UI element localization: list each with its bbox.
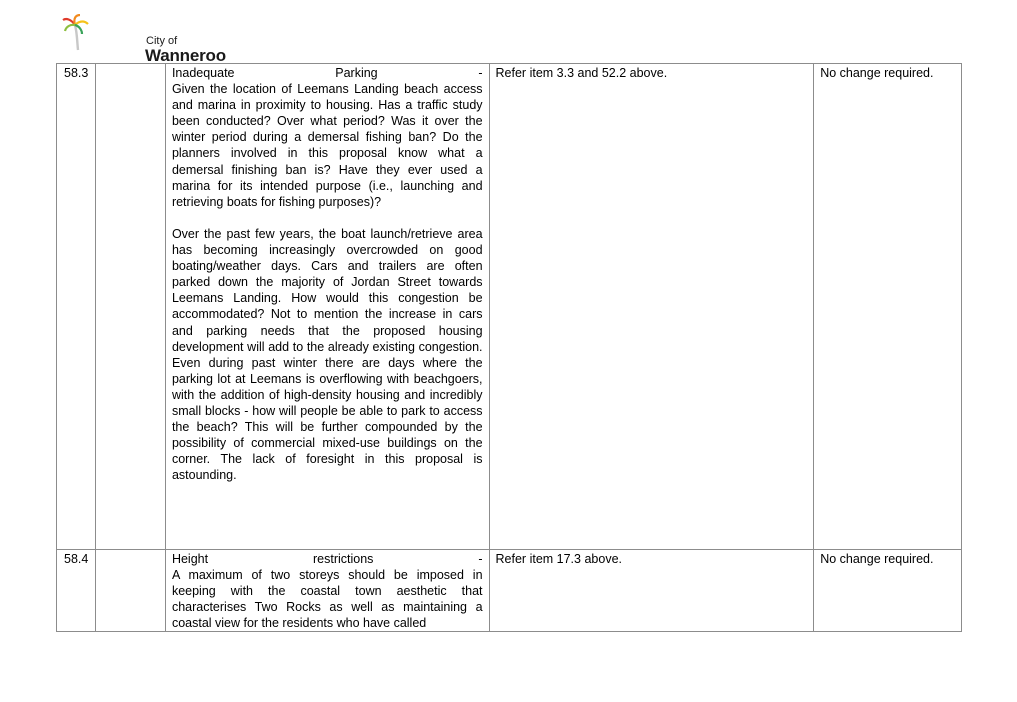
submission-paragraph: Even during past winter there are days where the parking lot at Leemans is overflowing with beachgoers, with the addition of high-density housing and incredibly small blocks - how will people be able to park to access the beach? This will be further compounded by the possibility of commercial mixed-use buildings on the corner. The lack of foresight in this proposal is astounding.	[171, 355, 483, 483]
item-number: 58.3	[57, 64, 96, 550]
logo-city-of: City of	[146, 35, 178, 47]
city-logo	[62, 14, 226, 65]
response-cell: Refer item 3.3 and 52.2 above.	[489, 64, 814, 550]
paragraph-gap	[172, 210, 483, 226]
blank-cell	[95, 550, 165, 632]
submission-paragraph: Given the location of Leemans Landing beach access and marina in proximity to housing. Has a traffic study been conducted? Over what period? Was it over the winter period during a demersal fishing ban? Do the planners involved in this proposal know what a demersal finishing ban is? Have they ever used a marina for its intended purpose (i.e., launching and retrieving boats for fishing purposes)?	[171, 82, 483, 209]
submission-heading: Inadequate Parking -	[171, 66, 483, 80]
response-cell: Refer item 17.3 above.	[489, 550, 814, 632]
submissions-table	[56, 63, 962, 632]
submission-cell	[165, 550, 489, 632]
table-row	[57, 550, 962, 632]
submission-paragraph: Over the past few years, the boat launch/retrieve area has becoming increasingly overcrowded on good boating/weather days. Cars and trailers are often parked down the majority of Jordan Street towards Leemans Landing. How would this congestion be accommodated? Not to mention the increase in cars and parking needs that the proposed housing development will add to the already existing congestion.	[171, 226, 483, 354]
palm-tree-icon	[62, 14, 92, 52]
table-row	[57, 64, 962, 550]
outcome-cell: No change required.	[814, 550, 962, 632]
outcome-cell: No change required.	[814, 64, 962, 550]
submission-paragraph: A maximum of two storeys should be imposed in keeping with the coastal town aesthetic that characterises Two Rocks as well as maintaining a coastal view for the residents who have called	[171, 568, 483, 631]
submission-cell	[165, 64, 489, 550]
blank-cell	[95, 64, 165, 550]
submission-heading: Height restrictions -	[171, 552, 483, 566]
logo-wanneroo: Wanneroo	[145, 46, 226, 65]
item-number: 58.4	[57, 550, 96, 632]
